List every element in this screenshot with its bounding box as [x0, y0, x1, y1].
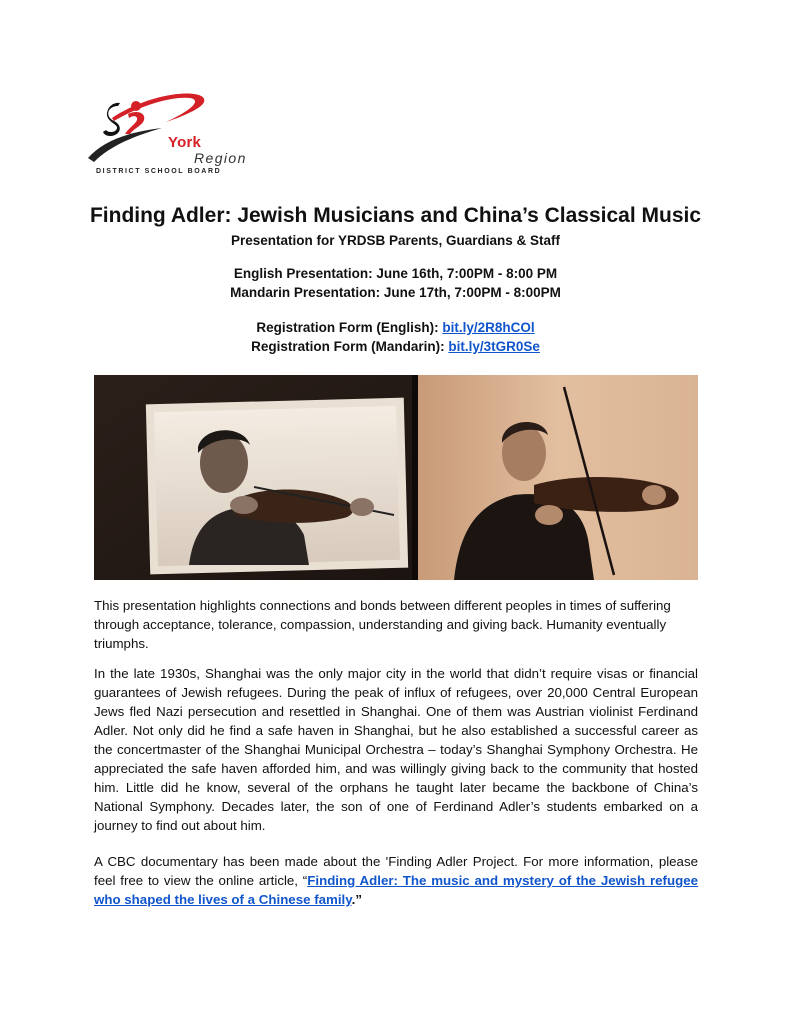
documentary-paragraph [94, 852, 698, 909]
registration-english-label: Registration Form (English): [256, 320, 443, 335]
intro-paragraph: This presentation highlights connections and bonds between different peoples in times of suffering through acceptance, tolerance, compassion, understanding and giving back. Humanity eventually triumphs. [94, 598, 671, 651]
history-paragraph: In the late 1930s, Shanghai was the only major city in the world that didn’t require visas or financial guarantees of Jewish refugees. During the peak of influx of refugees, over 20,000 Central European Jews fled Nazi persecution and resettled in Shanghai. One of them was Austrian violinist Ferdinand Adler. Not only did he find a safe haven in Shanghai, but he also established a successful career as the concertmaster of the Shanghai Municipal Orchestra – today’s Shanghai Symphony Orchestra. He appreciated the safe haven afforded him, and was willingly giving back to the community that hosted him. Little did he know, several of the orphans he taught later became the backbone of China’s National Symphony. Decades later, the son of one of Ferdinand Adler’s students embarked on a journey to find out about him. [94, 666, 698, 833]
registration-mandarin-link[interactable]: bit.ly/3tGR0Se [448, 339, 540, 354]
registration-english-link[interactable]: bit.ly/2R8hCOl [442, 320, 535, 335]
yrdsb-logo [84, 88, 254, 178]
violinists-photo-image [94, 375, 698, 580]
page-subtitle: Presentation for YRDSB Parents, Guardians & Staff [230, 233, 561, 248]
english-schedule: English Presentation: June 16th, 7:00PM - 8:00 PM [233, 266, 558, 281]
logo-york-text: York [168, 134, 202, 151]
mandarin-schedule: Mandarin Presentation: June 17th, 7:00PM - 8:00PM [230, 285, 561, 300]
documentary-closing: .” [351, 892, 362, 907]
registration-mandarin-label: Registration Form (Mandarin): [251, 339, 449, 354]
violinists-photo [94, 375, 698, 580]
registration-english [0, 320, 791, 335]
documentary-text: A CBC documentary has been made about the 'Finding Adler Project. For more information, please feel free to view the online article, “ [94, 854, 698, 888]
registration-mandarin [0, 339, 791, 354]
logo-region-text: Region [194, 150, 247, 166]
page-title: Finding Adler: Jewish Musicians and China’s Classical Music [89, 204, 702, 227]
cbc-article-link[interactable]: Finding Adler: The music and mystery of the Jewish refugee who shaped the lives of a Chinese family [94, 873, 699, 907]
logo-board-text: DISTRICT SCHOOL BOARD [96, 168, 222, 175]
